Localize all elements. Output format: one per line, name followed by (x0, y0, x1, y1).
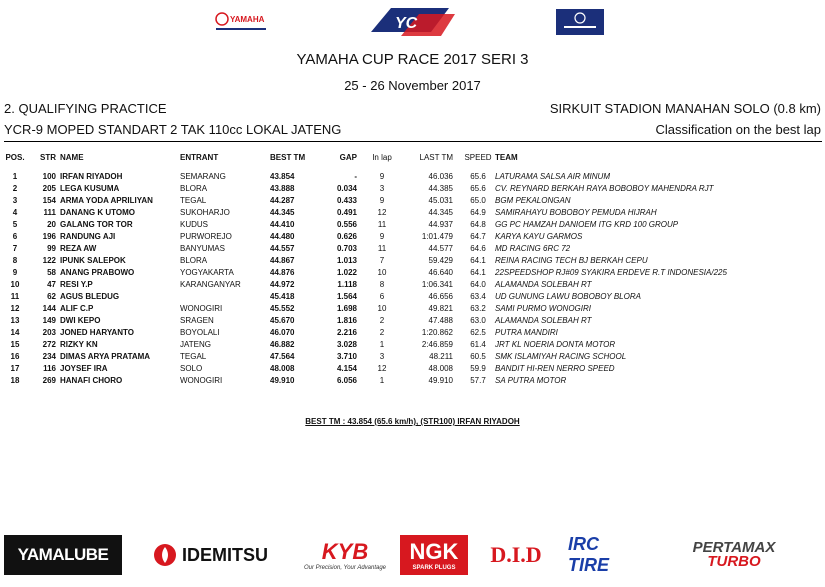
row-gap: 0.703 (336, 244, 357, 253)
row-best-tm: 46.070 (270, 328, 295, 337)
row-pos: 9 (12, 268, 18, 277)
col-gap: GAP (339, 152, 357, 162)
row-pos: 1 (12, 172, 18, 181)
row-speed: 63.4 (470, 292, 486, 301)
best-time-summary (0, 417, 825, 426)
row-str: 20 (47, 220, 56, 229)
row-name: JONED HARYANTO (60, 328, 134, 337)
row-entrant: WONOGIRI (180, 304, 223, 313)
table-row (0, 231, 815, 243)
table-row (0, 207, 815, 219)
row-entrant: BLORA (180, 184, 208, 193)
col-best-tm: BEST TM (270, 152, 306, 162)
did-text: D.I.D (490, 542, 542, 567)
row-name: DIMAS ARYA PRATAMA (60, 352, 151, 361)
row-in-lap: 3 (379, 184, 385, 193)
row-in-lap: 10 (377, 304, 387, 313)
row-str: 144 (42, 304, 56, 313)
row-entrant: WONOGIRI (180, 376, 223, 385)
row-team: SAMIRAHAYU BOBOBOY PEMUDA HIJRAH (495, 208, 657, 217)
session-name: 2. QUALIFYING PRACTICE (4, 101, 167, 116)
row-entrant: TEGAL (180, 196, 207, 205)
row-team: BANDIT HI-REN NERRO SPEED (495, 364, 615, 373)
row-speed: 64.7 (470, 232, 486, 241)
row-best-tm: 49.910 (270, 376, 295, 385)
row-gap: 1.564 (336, 292, 357, 301)
irc-text: IRC TIRE (568, 534, 610, 575)
row-speed: 62.5 (470, 328, 486, 337)
row-in-lap: 1 (379, 340, 385, 349)
row-last-tm: 49.821 (428, 304, 453, 313)
row-in-lap: 11 (377, 220, 387, 229)
row-best-tm: 44.972 (270, 280, 295, 289)
row-speed: 63.2 (470, 304, 486, 313)
table-row (0, 171, 815, 183)
row-best-tm: 44.867 (270, 256, 295, 265)
race-category: YCR-9 MOPED STANDART 2 TAK 110cc LOKAL JATENG (4, 122, 342, 137)
row-last-tm: 48.211 (429, 352, 453, 361)
row-str: 234 (42, 352, 56, 361)
row-pos: 13 (10, 316, 20, 325)
idemitsu-logo (144, 535, 276, 575)
table-row (0, 183, 815, 195)
row-team: PUTRA MANDIRI (495, 328, 558, 337)
row-gap: 3.710 (336, 352, 357, 361)
row-best-tm: 44.876 (270, 268, 295, 277)
table-row (0, 291, 815, 303)
row-in-lap: 9 (379, 172, 385, 181)
row-str: 47 (47, 280, 56, 289)
pertamax-turbo-text: TURBO (707, 553, 761, 570)
yamaha-logo (214, 8, 268, 38)
row-gap: 0.433 (336, 196, 357, 205)
row-best-tm: 45.670 (270, 316, 295, 325)
row-str: 149 (42, 316, 56, 325)
row-str: 62 (47, 292, 56, 301)
row-pos: 15 (10, 340, 20, 349)
row-last-tm: 44.385 (428, 184, 453, 193)
row-speed: 65.0 (470, 196, 486, 205)
table-row (0, 279, 815, 291)
row-speed: 64.1 (470, 268, 486, 277)
row-in-lap: 9 (379, 232, 385, 241)
row-str: 203 (42, 328, 56, 337)
row-in-lap: 11 (377, 244, 387, 253)
row-team: 22SPEEDSHOP RJ#09 SYAKIRA ERDEVE R.T INDONESIA/225 (495, 268, 727, 277)
row-name: IRFAN RIYADOH (60, 172, 123, 181)
row-best-tm: 44.557 (270, 244, 295, 253)
did-logo (480, 535, 552, 575)
table-row (0, 363, 815, 375)
row-speed: 65.6 (470, 184, 486, 193)
row-entrant: SOLO (180, 364, 203, 373)
row-last-tm: 48.008 (428, 364, 453, 373)
table-row (0, 219, 815, 231)
row-entrant: JATENG (180, 340, 211, 349)
col-str: STR (40, 152, 56, 162)
yamalube-logo (4, 535, 122, 575)
row-speed: 64.8 (470, 220, 486, 229)
row-entrant: PURWOREJO (180, 232, 232, 241)
table-row (0, 315, 815, 327)
row-name: RANDUNG AJI (60, 232, 116, 241)
pertamax-text: PERTAMAX (692, 539, 776, 556)
table-row (0, 351, 815, 363)
row-team: SMK ISLAMIYAH RACING SCHOOL (495, 352, 627, 361)
ngk-logo (400, 535, 468, 575)
row-in-lap: 12 (377, 208, 387, 217)
svg-text:YAMAHA: YAMAHA (230, 15, 265, 24)
row-name: AGUS BLEDUG (60, 292, 120, 301)
classification-note: Classification on the best lap (655, 122, 821, 137)
row-speed: 65.6 (470, 172, 486, 181)
row-name: RIZKY KN (60, 340, 98, 349)
row-name: RESI Y.P (60, 280, 93, 289)
row-best-tm: 44.480 (270, 232, 295, 241)
row-pos: 12 (10, 304, 20, 313)
row-gap: 0.626 (336, 232, 357, 241)
best-time-text: BEST TM : 43.854 (65.6 km/h), (STR100) IRFAN RIYADOH (305, 417, 520, 426)
row-name: DANANG K UTOMO (60, 208, 135, 217)
row-team: ALAMANDA SOLEBAH RT (495, 316, 592, 325)
row-speed: 64.9 (470, 208, 486, 217)
row-in-lap: 6 (379, 292, 385, 301)
row-str: 58 (47, 268, 56, 277)
row-gap: 1.698 (336, 304, 357, 313)
row-last-tm: 1:01.479 (421, 232, 453, 241)
table-header (0, 150, 815, 171)
row-last-tm: 49.910 (428, 376, 453, 385)
row-last-tm: 44.577 (428, 244, 453, 253)
row-name: ANANG PRABOWO (60, 268, 135, 277)
row-str: 122 (42, 256, 56, 265)
row-str: 269 (42, 376, 56, 385)
row-speed: 64.0 (470, 280, 486, 289)
row-best-tm: 44.287 (270, 196, 295, 205)
row-name: DWI KEPO (60, 316, 101, 325)
row-last-tm: 45.031 (428, 196, 453, 205)
row-name: JOYSEF IRA (60, 364, 108, 373)
event-dates: 25 - 26 November 2017 (344, 78, 481, 93)
row-speed: 59.9 (470, 364, 486, 373)
row-str: 196 (42, 232, 56, 241)
row-best-tm: 47.564 (270, 352, 295, 361)
row-gap: 0.556 (336, 220, 357, 229)
yamaha-racing-logo (556, 9, 604, 35)
table-row (0, 195, 815, 207)
ngk-text: NGK (409, 539, 459, 564)
row-str: 100 (42, 172, 56, 181)
row-name: ARMA YODA APRILIYAN (60, 196, 153, 205)
row-last-tm: 46.640 (428, 268, 453, 277)
row-gap: 0.034 (336, 184, 357, 193)
row-name: HANAFI CHORO (60, 376, 123, 385)
row-team: JRT KL NOERIA DONTA MOTOR (495, 340, 616, 349)
row-team: LATURAMA SALSA AIR MINUM (495, 172, 610, 181)
row-entrant (180, 291, 270, 303)
row-best-tm: 46.882 (270, 340, 295, 349)
row-in-lap: 3 (379, 352, 385, 361)
row-name: IPUNK SALEPOK (60, 256, 126, 265)
row-team: GG PC HAMZAH DANIOEM ITG KRD 100 GROUP (495, 220, 679, 229)
kyb-text: KYB (321, 539, 369, 564)
row-entrant: BANYUMAS (180, 244, 225, 253)
row-entrant: KUDUS (180, 220, 209, 229)
row-best-tm: 44.345 (270, 208, 295, 217)
row-gap: 0.491 (336, 208, 357, 217)
row-gap: 2.216 (336, 328, 357, 337)
row-speed: 57.7 (470, 376, 486, 385)
row-pos: 17 (10, 364, 20, 373)
row-last-tm: 46.656 (428, 292, 453, 301)
row-team: REINA RACING TECH BJ BERKAH CEPU (495, 256, 648, 265)
row-str: 205 (42, 184, 56, 193)
circuit-name: SIRKUIT STADION MANAHAN SOLO (0.8 km) (549, 101, 821, 116)
row-last-tm: 59.429 (428, 256, 453, 265)
row-best-tm: 48.008 (270, 364, 295, 373)
kyb-logo (300, 535, 390, 575)
row-entrant: SRAGEN (180, 316, 214, 325)
row-entrant: YOGYAKARTA (180, 268, 234, 277)
row-in-lap: 12 (377, 364, 387, 373)
row-in-lap: 9 (379, 196, 385, 205)
col-entrant: ENTRANT (180, 152, 219, 162)
col-name: NAME (60, 152, 84, 162)
row-pos: 5 (12, 220, 18, 229)
row-team: UD GUNUNG LAWU BOBOBOY BLORA (495, 292, 641, 301)
row-entrant: SEMARANG (180, 172, 226, 181)
irc-tire-logo (568, 535, 644, 575)
row-speed: 63.0 (470, 316, 486, 325)
table-row (0, 267, 815, 279)
row-gap: 1.118 (337, 280, 357, 289)
row-pos: 2 (12, 184, 18, 193)
row-team: MD RACING 6RC 72 (495, 244, 571, 253)
row-best-tm: 44.410 (270, 220, 295, 229)
row-gap: 4.154 (336, 364, 357, 373)
row-str: 99 (47, 244, 56, 253)
row-str: 272 (42, 340, 56, 349)
row-pos: 4 (12, 208, 18, 217)
row-entrant: SUKOHARJO (180, 208, 230, 217)
col-team: TEAM (495, 152, 518, 162)
row-entrant: BOYOLALI (180, 328, 220, 337)
row-name: LEGA KUSUMA (60, 184, 120, 193)
row-last-tm: 44.937 (428, 220, 453, 229)
row-in-lap: 2 (379, 328, 385, 337)
yamaha-cup-race-logo (361, 2, 461, 44)
table-row (0, 339, 815, 351)
row-pos: 14 (10, 328, 20, 337)
row-best-tm: 43.888 (270, 184, 295, 193)
row-entrant: TEGAL (180, 352, 207, 361)
row-gap: 1.022 (336, 268, 357, 277)
idemitsu-emblem-icon (152, 542, 178, 568)
table-row (0, 243, 815, 255)
row-name: REZA AW (60, 244, 97, 253)
ngk-tagline: SPARK PLUGS (412, 565, 456, 571)
row-name: ALIF C.P (60, 304, 94, 313)
row-in-lap: 8 (379, 280, 385, 289)
row-in-lap: 1 (379, 376, 385, 385)
pertamax-turbo-logo (664, 535, 804, 575)
row-pos: 18 (10, 376, 20, 385)
row-last-tm: 1:20.862 (421, 328, 453, 337)
yamalube-text: YAMALUBE (17, 545, 109, 564)
col-in-lap: In lap (372, 152, 392, 162)
row-team: CV. REYNARD BERKAH RAYA BOBOBOY MAHENDRA RJT (495, 184, 714, 193)
row-team: KARYA KAYU GARMOS (495, 232, 583, 241)
results-table (0, 150, 815, 387)
row-in-lap: 7 (379, 256, 385, 265)
row-gap: 6.056 (336, 376, 357, 385)
row-pos: 7 (12, 244, 18, 253)
row-team: SAMI PURMO WONOGIRI (495, 304, 591, 313)
row-pos: 16 (10, 352, 20, 361)
row-last-tm: 2:46.859 (421, 340, 453, 349)
row-best-tm: 43.854 (270, 172, 295, 181)
row-team: BGM PEKALONGAN (495, 196, 571, 205)
row-pos: 8 (12, 256, 18, 265)
col-pos: POS. (5, 152, 25, 162)
row-gap: 1.816 (336, 316, 357, 325)
row-best-tm: 45.552 (270, 304, 295, 313)
table-row (0, 303, 815, 315)
page-title: YAMAHA CUP RACE 2017 SERI 3 (296, 51, 529, 68)
row-last-tm: 47.488 (428, 316, 453, 325)
idemitsu-text: IDEMITSU (181, 544, 268, 565)
row-str: 154 (42, 196, 56, 205)
row-last-tm: 44.345 (428, 208, 453, 217)
table-row (0, 255, 815, 267)
table-row (0, 327, 815, 339)
row-pos: 11 (10, 292, 20, 301)
row-pos: 3 (12, 196, 18, 205)
row-entrant: BLORA (180, 256, 208, 265)
row-last-tm: 1:06.341 (421, 280, 453, 289)
header-divider (4, 141, 822, 142)
row-speed: 64.1 (470, 256, 486, 265)
row-gap: 1.013 (336, 256, 357, 265)
row-best-tm: 45.418 (270, 292, 295, 301)
row-entrant: KARANGANYAR (180, 280, 241, 289)
row-pos: 10 (10, 280, 20, 289)
row-in-lap: 10 (377, 268, 387, 277)
col-last-tm: LAST TM (419, 152, 453, 162)
row-gap: - (354, 172, 357, 181)
row-gap: 3.028 (336, 340, 357, 349)
col-speed: SPEED (464, 152, 492, 162)
row-str: 116 (43, 364, 56, 373)
row-in-lap: 2 (379, 316, 385, 325)
row-team: ALAMANDA SOLEBAH RT (495, 280, 592, 289)
svg-text:YC: YC (395, 15, 418, 32)
row-str: 111 (43, 208, 56, 217)
row-speed: 61.4 (470, 340, 486, 349)
kyb-tagline: Our Precision, Your Advantage (303, 565, 387, 571)
row-last-tm: 46.036 (428, 172, 453, 181)
row-pos: 6 (12, 232, 18, 241)
table-row (0, 375, 815, 387)
row-name: GALANG TOR TOR (60, 220, 133, 229)
row-speed: 64.6 (470, 244, 486, 253)
row-team: SA PUTRA MOTOR (495, 376, 567, 385)
row-speed: 60.5 (470, 352, 486, 361)
